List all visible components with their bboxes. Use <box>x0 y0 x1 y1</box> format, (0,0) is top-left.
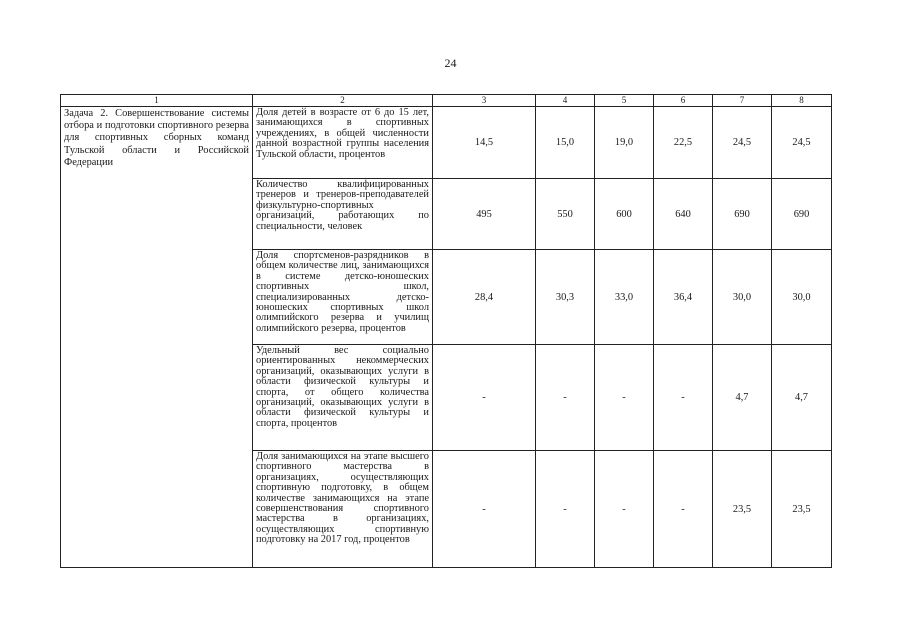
value-cell: - <box>595 345 654 451</box>
value-cell: - <box>433 451 536 568</box>
column-header: 2 <box>253 95 433 107</box>
indicator-cell: Доля занимающихся на этапе высшего спортивного мастерства в организациях, осуществляющих спортивную подготовку, в общем количестве занимающихся на этапе совершенствования спортивного мастерства в организациях, осуществляющих спортивную подготовку на 2017 год, процентов <box>253 451 433 568</box>
value-cell: - <box>433 345 536 451</box>
value-cell: 23,5 <box>772 451 832 568</box>
value-cell: 30,0 <box>713 250 772 345</box>
value-cell: 23,5 <box>713 451 772 568</box>
value-cell: 24,5 <box>772 107 832 179</box>
value-cell: 33,0 <box>595 250 654 345</box>
value-cell: - <box>654 345 713 451</box>
value-cell: - <box>654 451 713 568</box>
value-cell: 14,5 <box>433 107 536 179</box>
column-header: 5 <box>595 95 654 107</box>
value-cell: 19,0 <box>595 107 654 179</box>
value-cell: 690 <box>713 179 772 250</box>
value-cell: 690 <box>772 179 832 250</box>
value-cell: 495 <box>433 179 536 250</box>
value-cell: - <box>536 451 595 568</box>
column-header: 8 <box>772 95 832 107</box>
value-cell: 15,0 <box>536 107 595 179</box>
indicator-cell: Доля детей в возрасте от 6 до 15 лет, занимающихся в спортивных учреждениях, в общей численности данной возрастной группы населения Тульской области, процентов <box>253 107 433 179</box>
table-row <box>61 107 832 179</box>
indicator-cell: Количество квалифицированных тренеров и тренеров-преподавателей физкультурно-спортивных организаций, работающих по специальности, человек <box>253 179 433 250</box>
page-number: 24 <box>444 56 457 70</box>
value-cell: 28,4 <box>433 250 536 345</box>
column-header: 4 <box>536 95 595 107</box>
value-cell: - <box>536 345 595 451</box>
value-cell: 640 <box>654 179 713 250</box>
value-cell: 36,4 <box>654 250 713 345</box>
value-cell: 4,7 <box>713 345 772 451</box>
table-header-row <box>61 95 832 107</box>
value-cell: 24,5 <box>713 107 772 179</box>
value-cell: 550 <box>536 179 595 250</box>
column-header: 3 <box>433 95 536 107</box>
value-cell: 4,7 <box>772 345 832 451</box>
column-header: 1 <box>61 95 253 107</box>
task-cell: Задача 2. Совершенствование системы отбора и подготовки спортивного резерва для спортивных сборных команд Тульской области и Российской Федерации <box>61 107 253 568</box>
column-header: 6 <box>654 95 713 107</box>
value-cell: - <box>595 451 654 568</box>
column-header: 7 <box>713 95 772 107</box>
indicators-table <box>60 94 832 568</box>
value-cell: 600 <box>595 179 654 250</box>
value-cell: 30,0 <box>772 250 832 345</box>
indicator-cell: Удельный вес социально ориентированных некоммерческих организаций, оказывающих услуги в области физической культуры и спорта, от общего количества организаций, оказывающих услуги в области физической культуры и спорта, процентов <box>253 345 433 451</box>
value-cell: 22,5 <box>654 107 713 179</box>
value-cell: 30,3 <box>536 250 595 345</box>
indicator-cell: Доля спортсменов-разрядников в общем количестве лиц, занимающихся в системе детско-юношеских спортивных школ, специализированных детско-юношеских спортивных школ олимпийского резерва и училищ олимпийского резерва, процентов <box>253 250 433 345</box>
